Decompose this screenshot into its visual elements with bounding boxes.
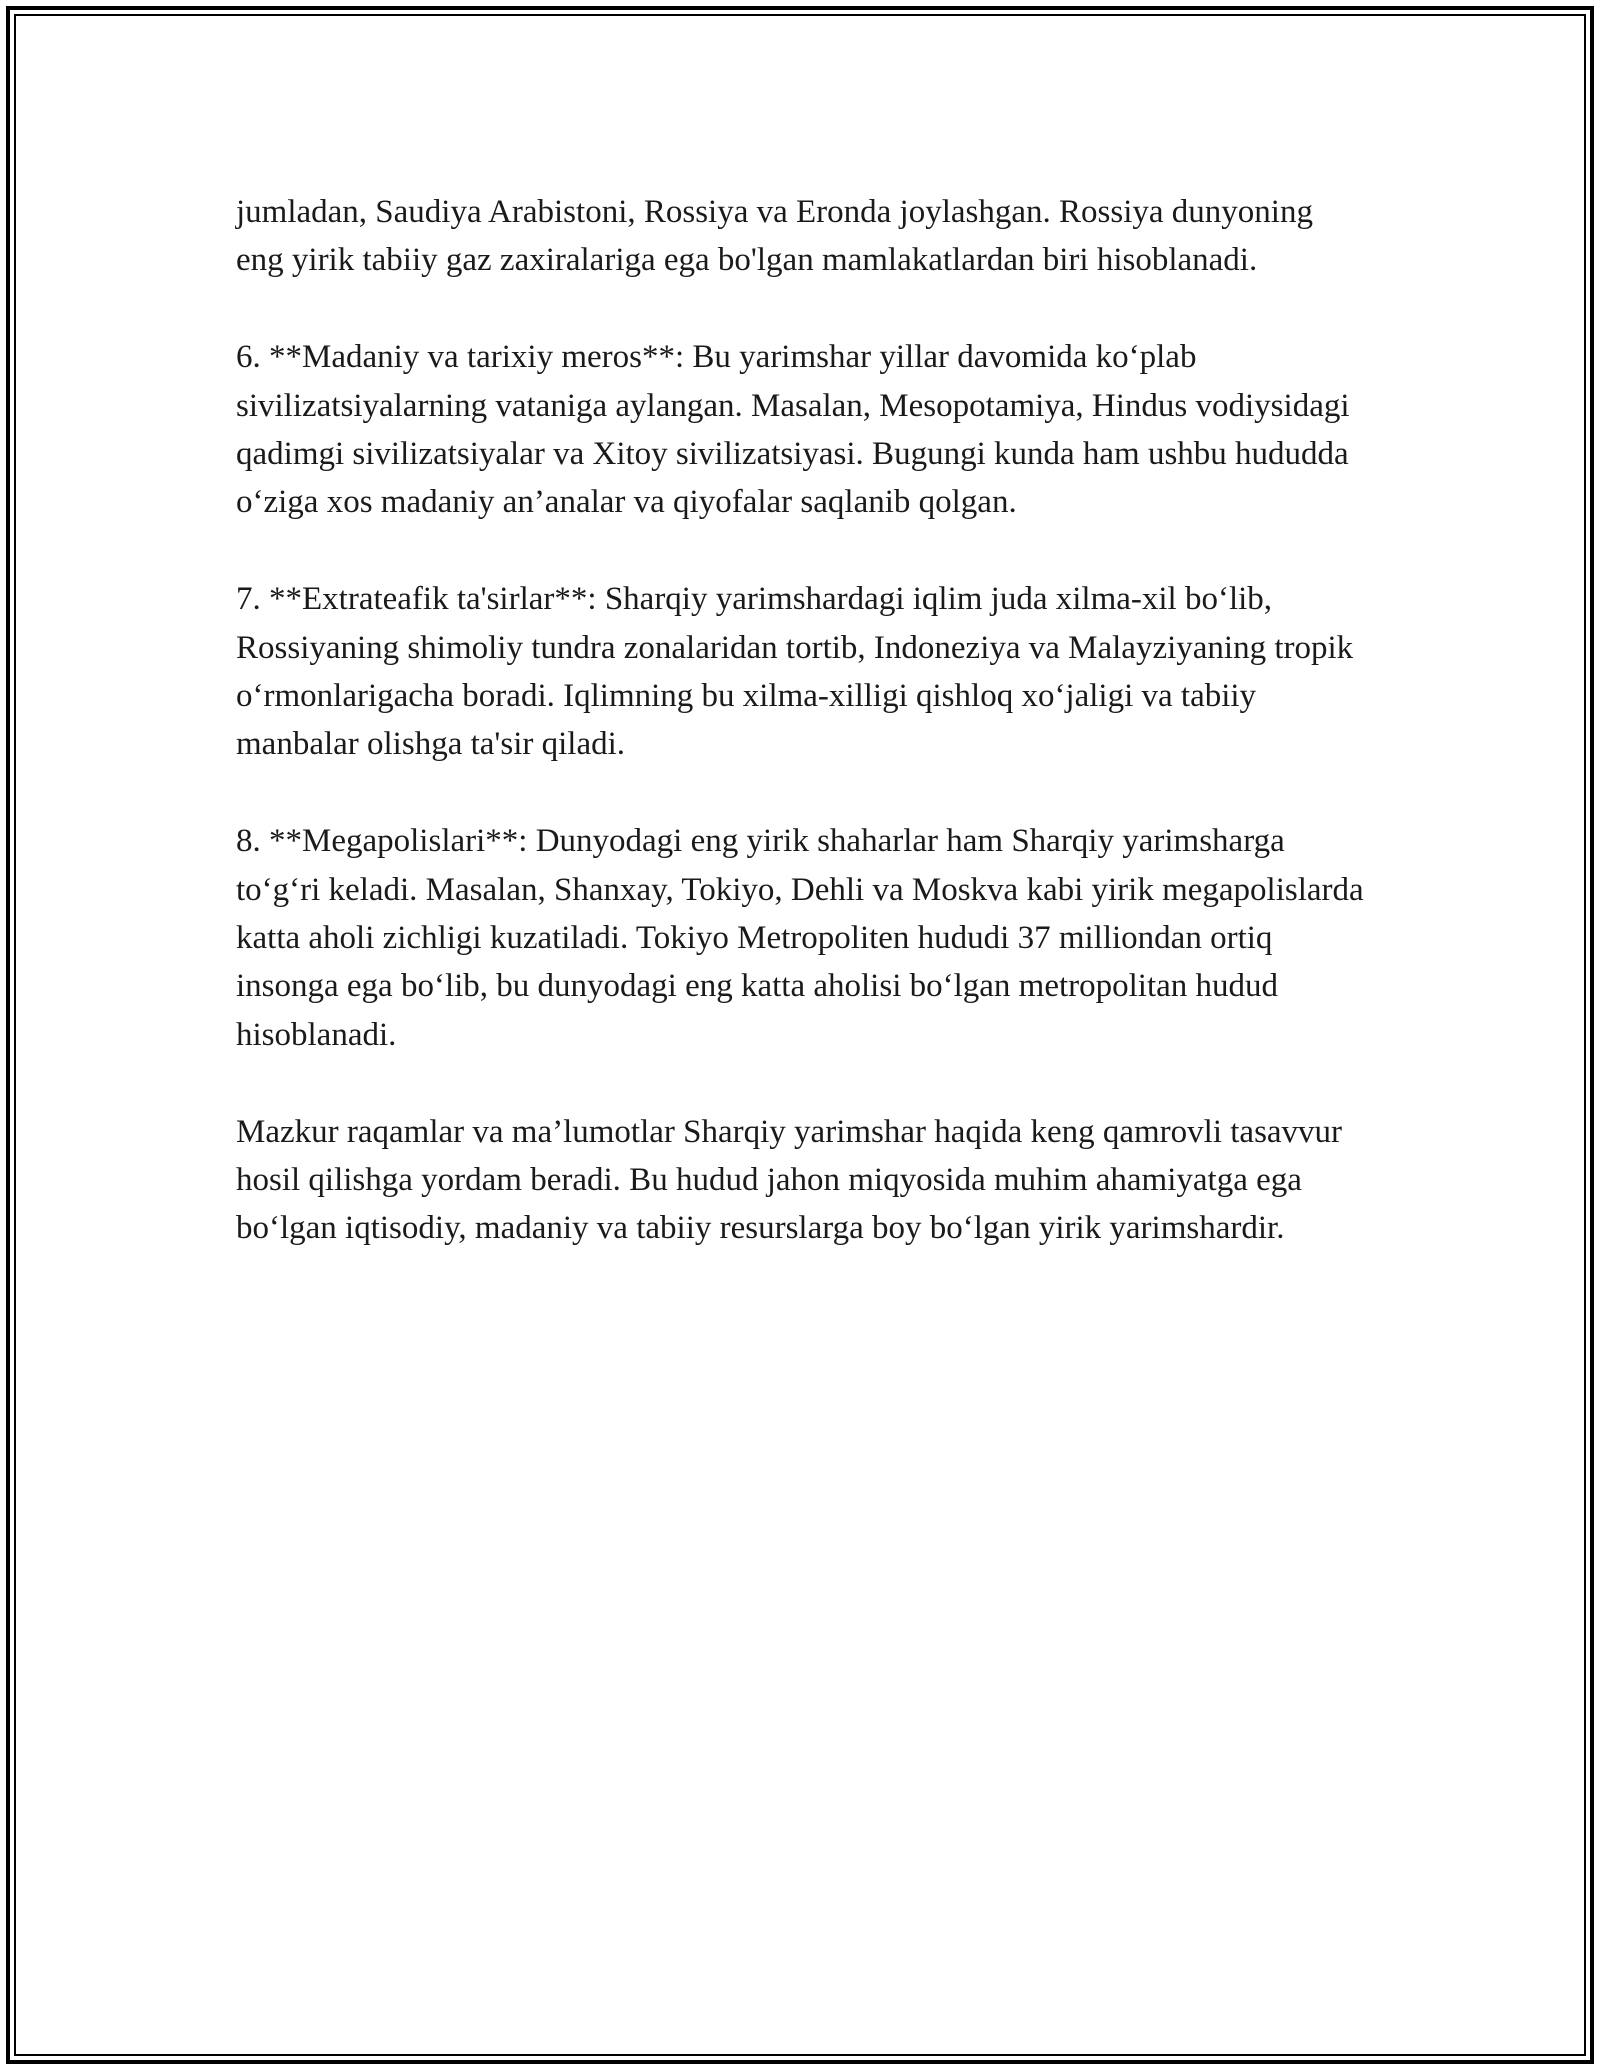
paragraph-cultural-heritage: 6. **Madaniy va tarixiy meros**: Bu yarimshar yillar davomida ko‘plab sivilizatsiyalarning vataniga aylangan. Masalan, Mesopotamiya, Hindus vodiysidagi qadimgi sivilizatsiyalar va Xitoy sivilizatsiyasi. Bugungi kunda ham ushbu hududda o‘ziga xos madaniy an’analar va qiyofalar saqlanib qolgan. — [236, 339, 1350, 521]
paragraph-megacities: 8. **Megapolislari**: Dunyodagi eng yirik shaharlar ham Sharqiy yarimsharga to‘g‘ri keladi. Masalan, Shanxay, Tokiyo, Dehli va Moskva kabi yirik megapolislarda katta aholi zichligi kuzatiladi. Tokiyo Metropoliten hududi 37 milliondan ortiq insonga ega bo‘lib, bu dunyodagi eng katta aholisi bo‘lgan metropolitan hudud hisoblanadi. — [236, 823, 1364, 1053]
paragraph-climate-influences: 7. **Extrateafik ta'sirlar**: Sharqiy yarimshardagi iqlim juda xilma-xil bo‘lib, Rossiyaning shimoliy tundra zonalaridan tortib, Indoneziya va Malayziyaning tropik o‘rmonlarigacha boradi. Iqlimning bu xilma-xilligi qishloq xo‘jaligi va tabiiy manbalar olishga ta'sir qiladi. — [236, 581, 1354, 763]
paragraph-gas-reserves: jumladan, Saudiya Arabistoni, Rossiya va Eronda joylashgan. Rossiya dunyoning eng yirik tabiiy gaz zaxiralariga ega bo'lgan mamlakatlardan biri hisoblanadi. — [236, 194, 1313, 279]
document-body — [236, 188, 1368, 1301]
paragraph-conclusion: Mazkur raqamlar va ma’lumotlar Sharqiy yarimshar haqida keng qamrovli tasavvur hosil qilishga yordam beradi. Bu hudud jahon miqyosida muhim ahamiyatga ega bo‘lgan iqtisodiy, madaniy va tabiiy resurslarga boy bo‘lgan yirik yarimshardir. — [236, 1113, 1343, 1247]
